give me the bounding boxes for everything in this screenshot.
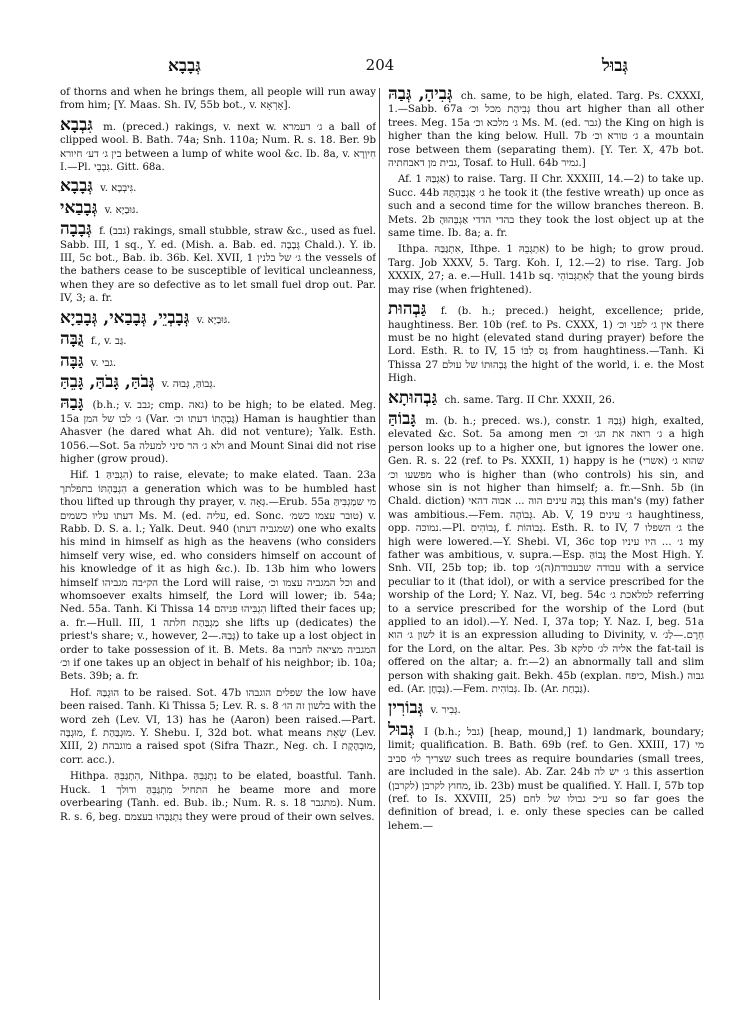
dictionary-entry bbox=[60, 178, 376, 195]
dictionary-entry bbox=[388, 719, 704, 833]
entry-headword: גָּבַהּ bbox=[60, 393, 84, 414]
dictionary-entry bbox=[60, 197, 376, 218]
entry-text: v. גְּבוֹהַּ, גְּבוּה. bbox=[161, 378, 216, 390]
entry-headword: גְּבָבָה bbox=[60, 219, 92, 240]
column-divider bbox=[379, 88, 380, 1000]
entry-text: v. גבי. bbox=[90, 357, 117, 369]
entry-headword: גַּבְהוּתָא bbox=[388, 387, 438, 408]
entry-paragraph bbox=[388, 301, 704, 385]
entry-paragraph bbox=[388, 86, 704, 170]
dictionary-entry bbox=[388, 86, 704, 297]
dictionary-entry bbox=[60, 221, 376, 305]
entry-text: v. גְּבִיר. bbox=[430, 705, 461, 717]
left-column bbox=[60, 86, 376, 1004]
entry-headword: גְּבָבְיֵי, גְּבָבַאי, גְּבָבַיָא bbox=[60, 307, 190, 328]
entry-paragraph bbox=[60, 687, 376, 767]
dictionary-entry bbox=[60, 395, 376, 824]
dictionary-entry bbox=[60, 307, 376, 328]
dictionary-entry bbox=[388, 301, 704, 385]
entry-headword: גְּבָבָא bbox=[60, 176, 93, 197]
dictionary-entry bbox=[60, 350, 376, 371]
entry-paragraph bbox=[60, 350, 376, 371]
page-number: 204 bbox=[365, 56, 395, 74]
entry-text: Hif. הִגְבִּיהַּ 1) to raise, elevate; to make elated. Taan. 23a הִגְבַּהְתּוֹ בתפלתך a generation which was to be humbled hast thou lifted up through thy prayer, v. גְּאָה.—Erub. 55a מי שמַגְבִּיהַּ דעתו עליו כשמים Ms. M. (ed. עליה, ed. Sonc. טובר עצמו כשמ׳) v. Rabb. D. S. a. l.; Yalk. Deut. 940 (שמגביה דעתו) one who exalts his mind in himself as high as the heavens (who considers himself very wise, ed. who considers himself on account of his knowledge of it as high &c.). Ib. 13b him who lowers himself הק״בה מגביהו the Lord will raise, וכל המגביה עצמו וכ׳ and whomsoever exalts himself, the Lord will lower; ib. 54a; Ned. 55a. Tanh. Ki Thissa 14 הִגְבִּיהוּ פניהם lifted their faces up; a. fr.—Hull. III, 1 מַגְבַּהַת חלתה she lifts up (dedicates) the priest's share; v., however, גָּבַהּ.—2) to take up a lost object in order to take possession of it. B. Mets. 8a המגביה מציאה לחברו וכ׳ if one takes up an object in behalf of his neighbor; ib. 10a; Bets. 39b; a. fr. bbox=[60, 470, 376, 683]
entry-text: ch. same, to be high, elated. Targ. Ps. CXXXI, 1.—Sabb. 67a גְּבִיהַת מכל וכ׳ thou art higher than all other trees. Meg. 15a ג׳ מלכא וכ׳ Ms. M. (ed. גבר) the King on high is higher than the king below. Hull. 7b ג׳ טורא וכ׳ a mountain rose between them (separating them). [Y. Ter. X, 47b bot. גבית מן דאבחתיה, Tosaf. to Hull. 64b גמיר.] bbox=[388, 91, 704, 170]
entry-text: Ithpa. אִתְגַּבַּהּ, Ithpe. אִתְגְּבֵהּ 1) to be high; to grow proud. Targ. Job XXXV, 5. Targ. Koh. I, 12.—2) to rise. Targ. Job XXXIX, 27; a. e.—Hull. 141b sq. לְאִתְגְּבוֹהֵי that the young birds may rise (when frightened). bbox=[388, 244, 704, 296]
entry-paragraph bbox=[388, 387, 704, 408]
right-column bbox=[388, 86, 704, 1004]
entry-text: (b.h.; v. גבב; cmp. גאה) to be high; to be elated. Meg. 15a ג׳ לבו של המן (Var. גָּבְהָתוֹ דעתו וכ׳) Haman is haughtier than Ahasver (he dared what Ah. did not venture); Yalk. Esth. 1056.—Sot. 5a ולא ג׳ הר סיני למעלה and Mount Sinai did not rise higher (grow proud). bbox=[60, 400, 376, 465]
entry-paragraph bbox=[60, 371, 376, 392]
running-headword-right: גְּבוּל bbox=[601, 56, 628, 76]
entry-paragraph bbox=[60, 331, 376, 348]
entry-paragraph bbox=[60, 770, 376, 824]
entry-text: f. (b. h.; preced.) height, excellence; pride, haughtiness. Ber. 10b (ref. to Ps. CXXX, 1) אין ג׳ לפני וכ׳ there must be no hight (elevated stand during prayer) before the Lord. Esth. R. to IV, 15 גַּס לִבּוֹ from haughtiness.—Tanh. Ki Thissa 27 גַּבְהוּתוֹ של עולם the hight of the world, i. e. the Most High. bbox=[388, 306, 704, 385]
entry-text: v. גּוּבַיָא. bbox=[104, 204, 139, 216]
entry-text: I (b.h.; גבל) [heap, mound,] 1) landmark, boundary; limit; qualification. B. Bath. 69b (ref. to Gen. XXIII, 17) מי שצריך לו׳ סביב such trees as require boundaries (small trees, are included in the sale). Ab. Zar. 24b ג׳ יש לה this assertion (לקרבן) מחוץ לקרבן, ib. 23b) must be qualified. Y. Hall. I, 57b top (ref. to Is. XXVIII, 25) ע״כ גבולו של לחם so far goes the definition of bread, i. e. only these species can be called lehem.— bbox=[388, 726, 704, 832]
entry-headword: גְּבִיהָ, גְּבַהּ bbox=[388, 86, 453, 104]
entry-paragraph bbox=[60, 178, 376, 195]
dictionary-entry bbox=[60, 331, 376, 348]
dictionary-entry bbox=[388, 387, 704, 408]
dictionary-entry bbox=[388, 700, 704, 717]
dictionary-entry bbox=[60, 86, 376, 113]
entry-text: f., v. גַּב. bbox=[90, 336, 127, 348]
entry-text: m. (b. h.; preced. ws.), constr. גְּבַהּ 1) high, exalted, elevated &c. Sot. 5a among men ג׳ רואה את הג׳ וכ׳ a high person looks up to a higher one, but ignores the lower one. Gen. R. s. 22 (ref. to Ps. XXXII, 1) happy is he (אשרי) שהוא ג׳ מפשעו וכ׳ who is higher than (who controls) his sin, and whose sin is not higher than himself; a. fr.—Snh. 5b (in Chald. diction) גְּבַהּ עינים הוה ... אבוה דהאי this man's (my) father was ambitious.—Fem. גְּבוֹהָה. Ab. V, 19 ג׳ עינים haughtiness, opp. נמוכה.—Pl. גְּבוֹהִים, f. גְּבוֹהוֹת. Esth. R. to IV, 7 ג׳ השפלו the high were lowered.—Y. Shebi. VI, 36c top ג׳ ... היו עיניו my father was ambitious, v. supra.—Esp. גָּבוֹהַּ the Most High. Y. Snh. VII, 25b top; ib. top עבודה שבעבודת(ה)ג׳ with a service peculiar to it (that idol), or with a service prescribed for the worship of the Lord; Y. Naz. VI, beg. 54c למלאכת ג׳ referring to a service prescribed for the worship of the Lord (but applied to an idol).—Y. Ned. I, 37a top; Y. Naz. I, beg. 51a לשון ג׳ הוא it is an expression alluding to Divinity, v. חֵרֶם.—לַג׳ for the Lord, on the altar. Pes. 3b אליה לג׳ סלקא the fat-tail is offered on the altar; a. fr.—2) an abnormally tall and slim person with shaking gait. Bekh. 45b (explan. כיפח, Mish.) גבוה ed. (Ar. גַּבְחָן).—Fem. גְּבוֹהִית. Ib. (Ar. גַּבְחַת). bbox=[388, 415, 704, 696]
dictionary-entry bbox=[60, 114, 376, 175]
entry-paragraph bbox=[60, 86, 376, 113]
entry-paragraph bbox=[60, 307, 376, 328]
dictionary-entry bbox=[60, 371, 376, 392]
entry-paragraph bbox=[388, 408, 704, 697]
entry-headword: גְּבוּל bbox=[388, 719, 415, 740]
entry-text: ch. same. Targ. II Chr. XXXII, 26. bbox=[444, 394, 615, 406]
entry-paragraph bbox=[60, 197, 376, 218]
entry-text: m. (preced.) rakings, v. next w. ג׳ דעמרא a ball of clipped wool. B. Bath. 74a; Snh. 110a; Num. R. s. 18. Ber. 9b בין ג׳ דע׳ חיורא between a lump of white wool &c. Ib. 8a, v. חִיוְרָא I.—Pl. גִּבְבֵי. Gitt. 68a. bbox=[60, 121, 376, 174]
entry-paragraph bbox=[388, 700, 704, 717]
entry-headword: גָּבוֹהַּ bbox=[388, 408, 416, 429]
entry-text: f. (גבב) rakings, small stubble, straw &c., used as fuel. Sabb. III, 1 sq., Y. ed. (Mish. a. Bab. ed. גְּבָבָה Chald.). Y. ib. III, 5c bot., Bab. ib. 36b. Kel. XVII, 1 ג׳ של בלנין the vessels of the bathers cease to be susceptible of levitical uncleanness, when they are so defective as to let small fuel drop out. Par. IV, 3; a. fr. bbox=[60, 226, 376, 305]
entry-paragraph bbox=[60, 469, 376, 684]
entry-text: Af. אַגְבַּהּ 1) to raise. Targ. II Chr. XXXIII, 14.—2) to take up. Succ. 44b ג׳ אַגְבַּהְתָּהּ he took it (the festive wreath) up once as such and a second time for the willow branches thereon. B. Mets. 2b בהדי הדדי אַגְבְּהוּהָ they took the lost object up at the same time. Ib. 8a; a. fr. bbox=[388, 174, 704, 240]
entry-text: Hithpa. הִתְגַּבֵּהַּ, Nithpa. נִתְגַּבֵּהַּ to be elated, boastful. Tanh. Huck. 1 התחיל מִתְגַּבֵּהַּ ודולך he beame more and more overbearing (Tanh. ed. Bub. ib.; Num. R. s. 18 מתגבר). Num. R. s. 6, beg. נִתְגַּבְּהוּ בעצמם they were proud of their own selves. bbox=[60, 771, 376, 823]
entry-paragraph bbox=[388, 719, 704, 833]
entry-headword: גַּבָּה bbox=[60, 350, 84, 371]
entry-paragraph bbox=[60, 114, 376, 175]
entry-paragraph bbox=[388, 243, 704, 297]
entry-headword: גַּבְהוּת bbox=[388, 299, 427, 320]
entry-headword: גְּבָבַאי bbox=[60, 197, 98, 218]
dictionary-entry bbox=[388, 408, 704, 697]
entry-headword: גִּבְבָא bbox=[60, 114, 93, 135]
entry-paragraph bbox=[60, 221, 376, 305]
entry-text: Hof. הוּגְבַּהּ to be raised. Sot. 47b שפלים הוגבהו the low have been raised. Tanh. Ki Thissa 5; Lev. R. s. 8 בלשון זה הו׳ with the word zeh (Lev. VI, 13) has he (Aaron) been raised.—Part. מוּגְבָּה, f. מוּגְבַּהַת. Y. Shebu. I, 32d bot. what means שְׂאֵת (Lev. XIII, 2) מוגבהת a raised spot (Sifra Thazr., Neg. ch. I מוּבְהֶקֶת, corr. acc.). bbox=[60, 687, 376, 766]
entry-paragraph bbox=[388, 173, 704, 240]
entry-headword: גְּבוֹרִין bbox=[388, 698, 424, 719]
entry-text: v. גִּיבְבָא. bbox=[100, 183, 137, 195]
entry-headword: גֻּבָּה bbox=[60, 329, 84, 350]
page-header bbox=[60, 52, 700, 78]
running-headword-left: גְּבָבָא bbox=[168, 56, 201, 76]
entry-headword: גְּבֹהַּ, גָּבֹהַּ, גָּבֵהַּ bbox=[60, 371, 155, 392]
entry-text: of thorns and when he brings them, all people will run away from him; [Y. Maas. Sh. IV, 55b bot., v. אָרְאָא]. bbox=[60, 87, 376, 112]
entry-text: v. גּוּבַיָא. bbox=[196, 314, 231, 326]
entry-paragraph bbox=[60, 395, 376, 466]
